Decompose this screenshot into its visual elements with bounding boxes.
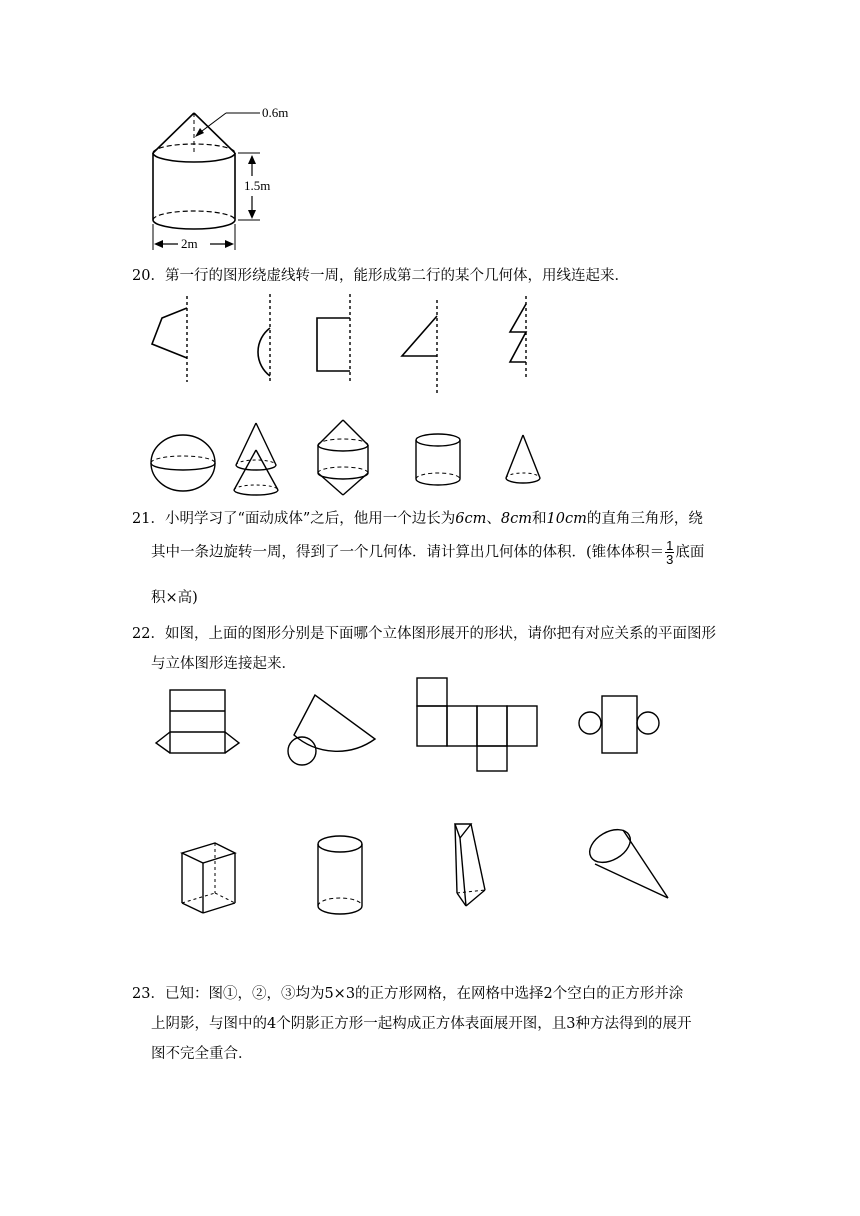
- solids-row: [140, 415, 560, 500]
- fraction-numerator: 1: [666, 538, 674, 553]
- question-20: [132, 264, 629, 285]
- side-length-1: 6: [455, 511, 465, 527]
- nets-row: [140, 675, 680, 780]
- question-text: 上阴影，与图中的4个阴影正方形一起构成正方体表面展开图，且3种方法得到的展开: [151, 1016, 692, 1032]
- side-length-3: 10: [546, 511, 565, 527]
- question-number: 20．: [132, 268, 165, 284]
- question-text: 如图，上面的图形分别是下面哪个立体图形展开的形状，请你把有对应关系的平面图形: [164, 626, 716, 642]
- unit: cm: [564, 511, 587, 527]
- label-cone-radius: 0.6m: [262, 105, 289, 120]
- conjunction: 和: [532, 511, 547, 527]
- question-22-line-2: [151, 652, 296, 673]
- question-21-line-1: [132, 507, 703, 528]
- question-23-line-1: [132, 982, 683, 1003]
- question-22-line-1: [132, 622, 716, 643]
- question-text: 图不完全重合．: [151, 1046, 253, 1062]
- side-length-2: 8: [500, 511, 511, 527]
- question-text: 积×高): [151, 590, 198, 606]
- question-21-line-3: [151, 586, 198, 607]
- question-21-line-2: [151, 539, 704, 566]
- unit: cm: [464, 511, 487, 527]
- unit: cm: [510, 511, 532, 527]
- question-text: 底面: [675, 544, 705, 561]
- question-text: 与立体图形连接起来．: [151, 656, 296, 672]
- question-text: 第一行的图形绕虚线转一周，能形成第二行的某个几何体，用线连起来．: [164, 268, 629, 284]
- question-23-line-3: [151, 1042, 253, 1063]
- question-text: 已知：图①，②，③均为5×3的正方形网格，在网格中选择2个空白的正方形并涂: [164, 986, 684, 1002]
- question-number: 21．: [132, 511, 165, 527]
- question-number: 23．: [132, 986, 165, 1002]
- separator: 、: [486, 511, 501, 527]
- question-text: 小明学习了“面动成体”之后，他用一个边长为: [164, 511, 456, 527]
- question-text: 其中一条边旋转一周，得到了一个几何体．请计算出几何体的体积．(锥体体积＝: [151, 544, 665, 561]
- plane-shapes-row: [140, 290, 560, 400]
- label-cylinder-width: 2m: [181, 236, 198, 251]
- question-text: 的直角三角形，绕: [586, 511, 703, 527]
- solids-row-q22: [170, 818, 680, 918]
- question-number: 22．: [132, 626, 165, 642]
- fraction-denominator: 3: [666, 552, 674, 567]
- cone-cylinder-figure: [140, 100, 310, 260]
- question-23-line-2: [151, 1012, 691, 1033]
- fraction-one-third: [665, 539, 674, 566]
- label-cylinder-height: 1.5m: [244, 178, 271, 193]
